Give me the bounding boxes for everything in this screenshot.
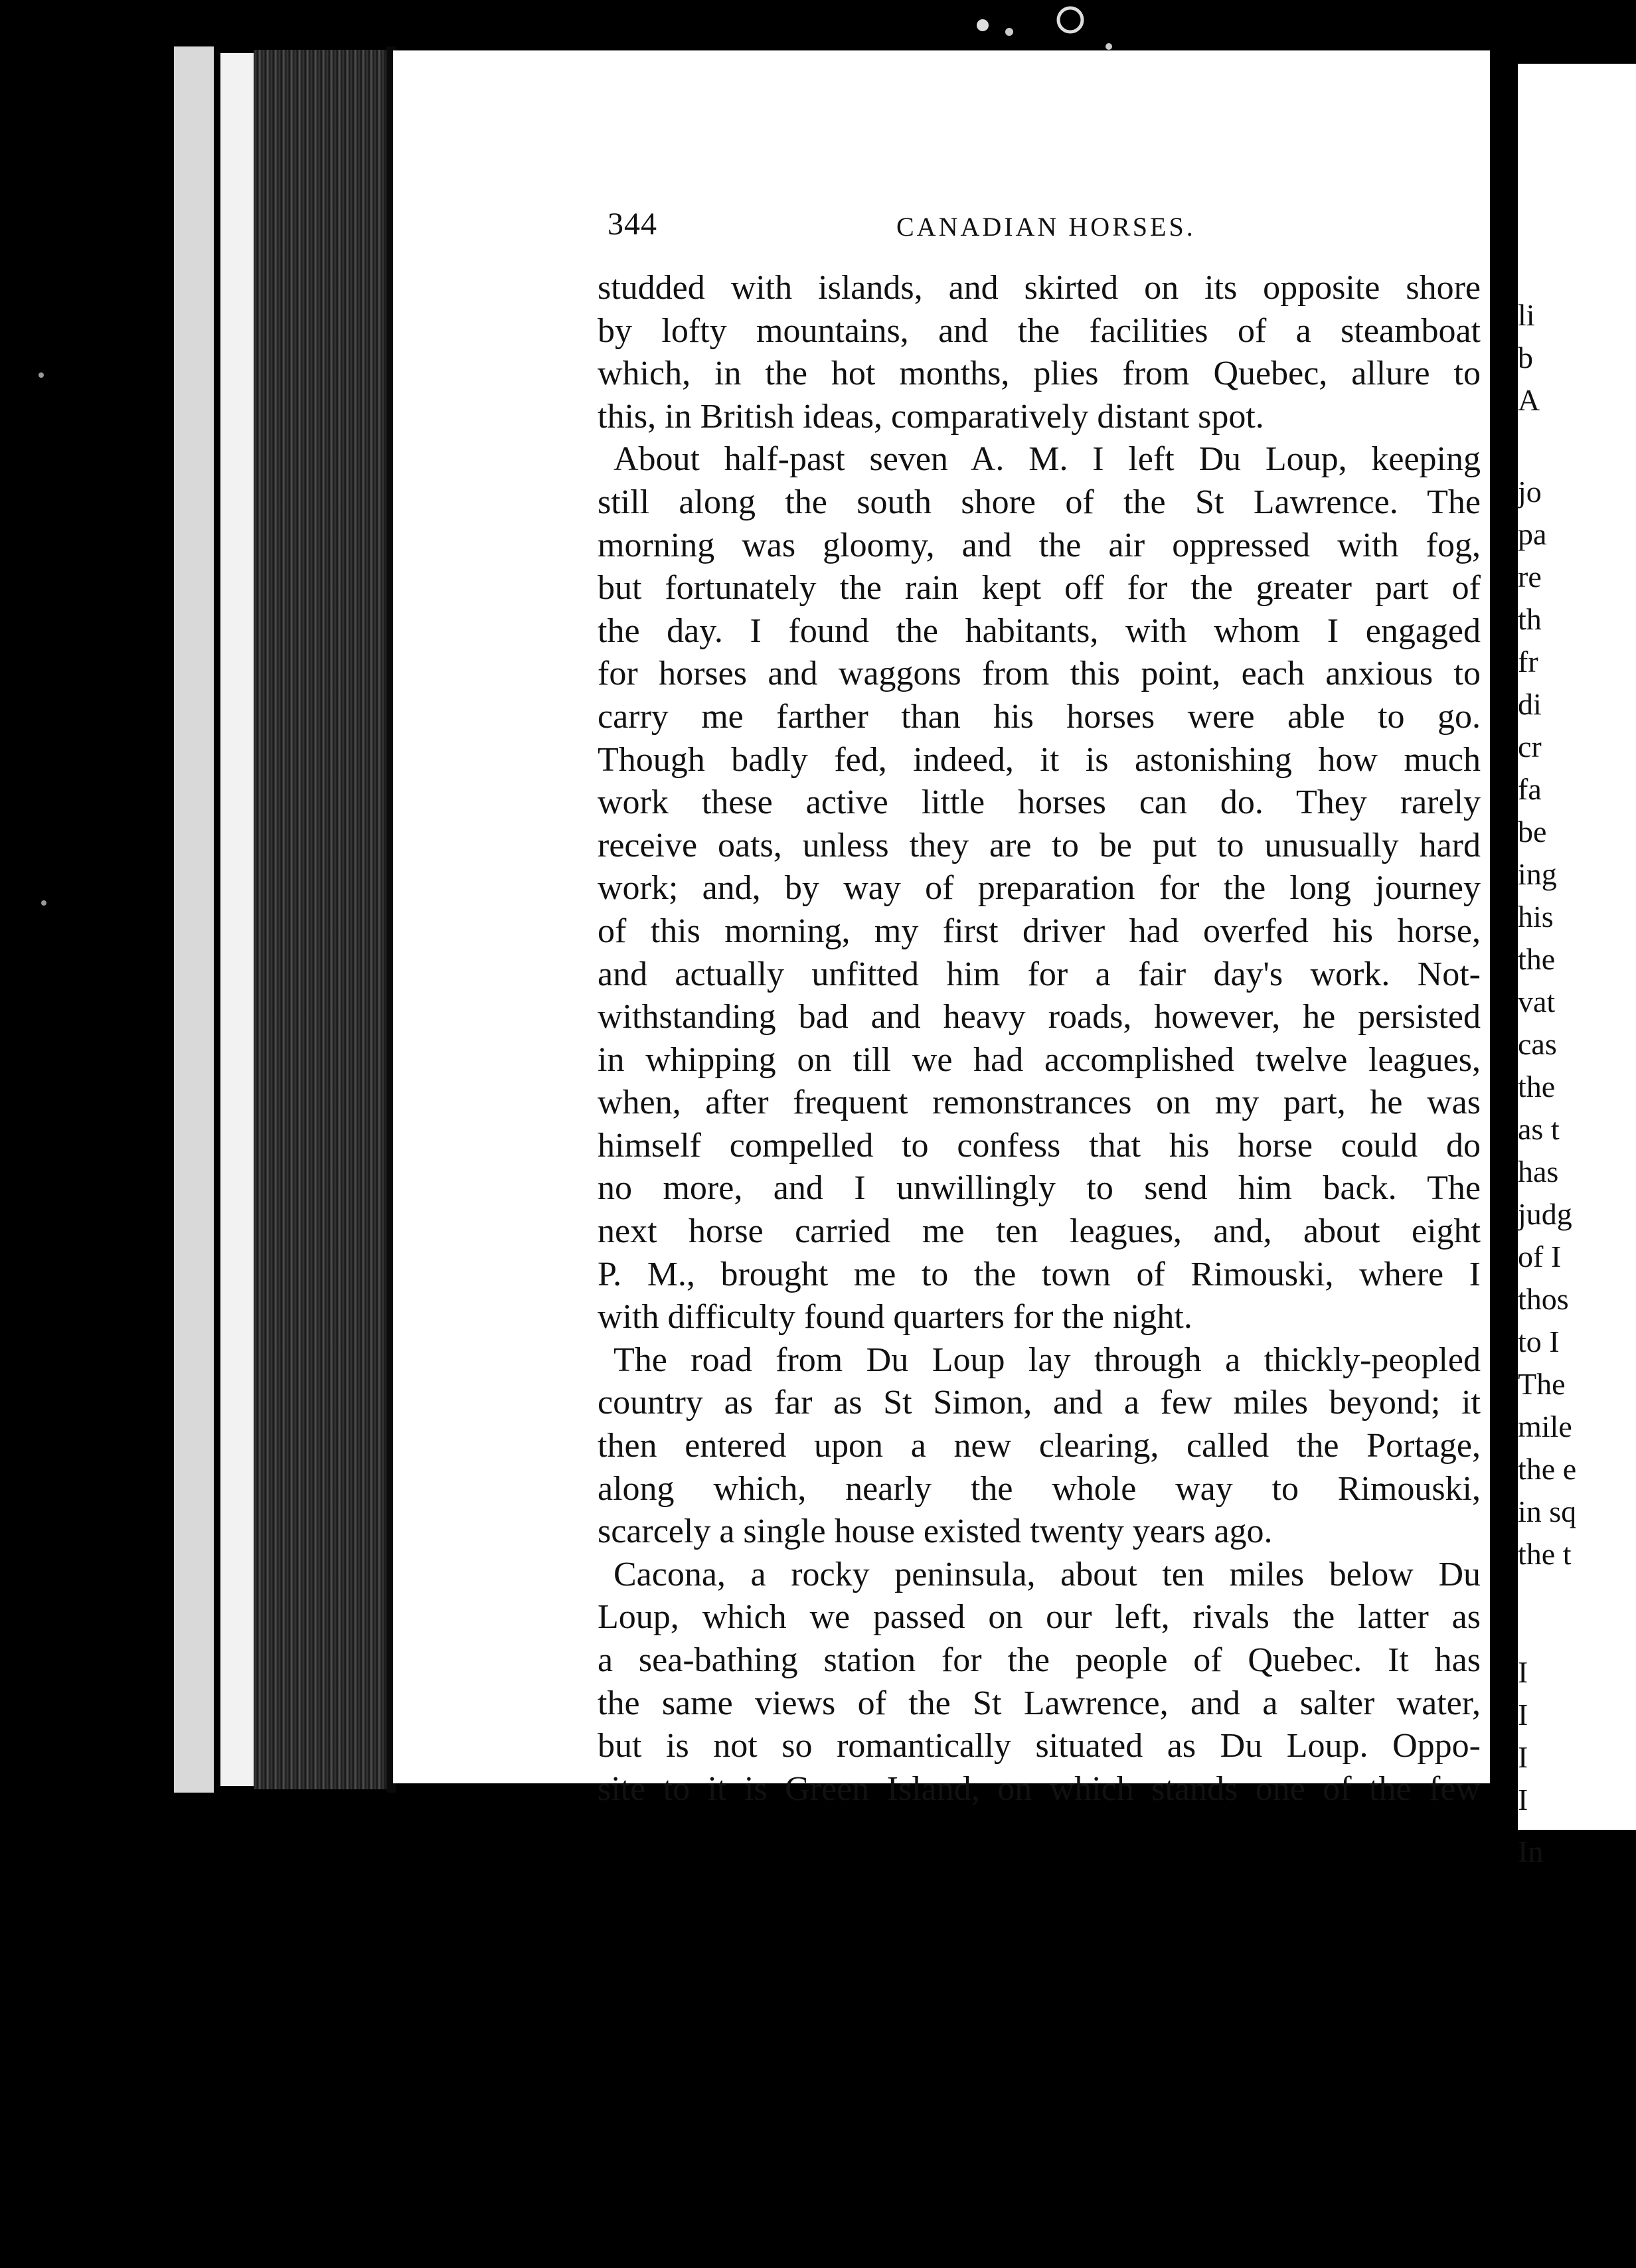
facing-fragment: cas bbox=[1518, 1027, 1557, 1061]
facing-fragment: as t bbox=[1518, 1112, 1560, 1146]
text-line: the same views of the St Lawrence, and a salter water, bbox=[598, 1684, 1481, 1722]
text-line: studded with islands, and skirted on its opposite shore bbox=[598, 269, 1481, 307]
text-line: but fortunately the rain kept off for the greater part of bbox=[598, 569, 1481, 608]
text-line: receive oats, unless they are to be put to unusually hard bbox=[598, 826, 1481, 864]
facing-fragment: I bbox=[1518, 1655, 1528, 1689]
text-line: this, in British ideas, comparatively distant spot. bbox=[598, 397, 1264, 436]
speck bbox=[39, 372, 44, 378]
text-line: which, in the hot months, plies from Quebec, allure to bbox=[598, 355, 1481, 393]
facing-fragment: judg bbox=[1518, 1197, 1572, 1231]
text-line: by lofty mountains, and the facilities of a steamboat bbox=[598, 311, 1481, 350]
facing-fragment: I bbox=[1518, 1783, 1528, 1817]
text-line: of this morning, my first driver had overfed his horse, bbox=[598, 912, 1481, 950]
facing-fragment: I bbox=[1518, 1740, 1528, 1774]
text-line: The road from Du Loup lay through a thickly-peopled bbox=[614, 1340, 1481, 1379]
facing-fragment: of I bbox=[1518, 1240, 1562, 1273]
text-line: Cacona, a rocky peninsula, about ten miles below Du bbox=[614, 1555, 1481, 1593]
text-line: when, after frequent remonstrances on my part, he was bbox=[598, 1084, 1481, 1122]
text-line: next horse carried me ten leagues, and, about eight bbox=[598, 1212, 1481, 1251]
facing-fragment: the e bbox=[1518, 1452, 1577, 1486]
facing-page bbox=[1518, 64, 1636, 1868]
facing-fragment: The bbox=[1518, 1367, 1566, 1401]
body-text bbox=[598, 267, 1481, 1811]
text-line: Loup, which we passed on our left, rivals the latter as bbox=[598, 1598, 1481, 1637]
facing-fragment: in sq bbox=[1518, 1495, 1577, 1528]
text-line: but is not so romantically situated as Du Loup. Oppo- bbox=[598, 1727, 1481, 1765]
text-line: a sea-bathing station for the people of Quebec. It has bbox=[598, 1641, 1481, 1679]
text-line: country as far as St Simon, and a few miles beyond; it bbox=[598, 1384, 1481, 1422]
text-line: and actually unfitted him for a fair day's work. Not- bbox=[598, 955, 1481, 993]
text-line: in whipping on till we had accomplished twelve leagues, bbox=[598, 1040, 1481, 1079]
text-line: morning was gloomy, and the air oppressed with fog, bbox=[598, 526, 1481, 564]
facing-fragment: li bbox=[1518, 298, 1535, 332]
text-line: Though badly fed, indeed, it is astonishing how much bbox=[598, 740, 1481, 779]
facing-fragment: b bbox=[1518, 341, 1533, 374]
facing-fragment: his bbox=[1518, 900, 1554, 933]
text-line: site to it is Green Island, on which stands one of the few bbox=[598, 1769, 1481, 1808]
text-line: the day. I found the habitants, with whom I engaged bbox=[598, 611, 1481, 650]
facing-fragment: re bbox=[1518, 560, 1542, 594]
running-title: CANADIAN HORSES. bbox=[896, 212, 1196, 242]
page-number: 344 bbox=[608, 206, 657, 242]
speck bbox=[977, 19, 989, 31]
facing-fragment: cr bbox=[1518, 730, 1542, 764]
text-line: then entered upon a new clearing, called the Portage, bbox=[598, 1427, 1481, 1465]
facing-fragment: vat bbox=[1518, 985, 1556, 1018]
facing-fragment: be bbox=[1518, 815, 1547, 849]
text-line: work; and, by way of preparation for the long journey bbox=[598, 869, 1481, 908]
text-line: with difficulty found quarters for the night. bbox=[598, 1298, 1192, 1336]
text-line: himself compelled to confess that his horse could do bbox=[598, 1126, 1481, 1165]
facing-fragment: the bbox=[1518, 1070, 1556, 1103]
facing-fragment: to I bbox=[1518, 1325, 1560, 1358]
facing-fragment: pa bbox=[1518, 517, 1547, 551]
text-line: P. M., brought me to the town of Rimouski, where I bbox=[598, 1255, 1481, 1293]
facing-fragment: di bbox=[1518, 687, 1542, 721]
speck bbox=[41, 900, 46, 906]
facing-fragment: th bbox=[1518, 602, 1542, 636]
text-line: scarcely a single house existed twenty years ago. bbox=[598, 1512, 1273, 1551]
facing-fragment: ing bbox=[1518, 857, 1557, 891]
facing-fragment: I bbox=[1518, 1698, 1528, 1732]
facing-fragment: the bbox=[1518, 942, 1556, 976]
facing-fragment: jo bbox=[1518, 475, 1542, 509]
text-line: along which, nearly the whole way to Rimouski, bbox=[598, 1469, 1481, 1508]
speck bbox=[1105, 43, 1112, 50]
page-block-edges bbox=[254, 50, 386, 1789]
facing-fragment: fa bbox=[1518, 772, 1542, 806]
facing-fragment: mile bbox=[1518, 1410, 1572, 1443]
text-line: withstanding bad and heavy roads, however, he persisted bbox=[598, 998, 1481, 1036]
text-line: work these active little horses can do. They rarely bbox=[598, 783, 1481, 822]
text-line: no more, and I unwillingly to send him back. The bbox=[598, 1169, 1481, 1208]
text-line: for horses and waggons from this point, each anxious to bbox=[598, 655, 1481, 693]
page-edge bbox=[174, 46, 214, 1793]
facing-fragment: the t bbox=[1518, 1537, 1572, 1571]
facing-fragment: In bbox=[1518, 1834, 1544, 1868]
speck bbox=[1005, 28, 1013, 36]
text-line: carry me farther than his horses were able to go. bbox=[598, 697, 1481, 736]
text-line: still along the south shore of the St Lawrence. The bbox=[598, 483, 1481, 521]
facing-fragment: has bbox=[1518, 1155, 1559, 1188]
facing-fragment: thos bbox=[1518, 1282, 1569, 1316]
facing-fragment: A bbox=[1518, 383, 1540, 417]
running-head bbox=[608, 206, 1470, 246]
page-edge bbox=[220, 53, 254, 1786]
speck bbox=[1058, 8, 1082, 32]
facing-fragment: fr bbox=[1518, 645, 1538, 679]
text-line: About half-past seven A. M. I left Du Loup, keeping bbox=[614, 440, 1481, 479]
